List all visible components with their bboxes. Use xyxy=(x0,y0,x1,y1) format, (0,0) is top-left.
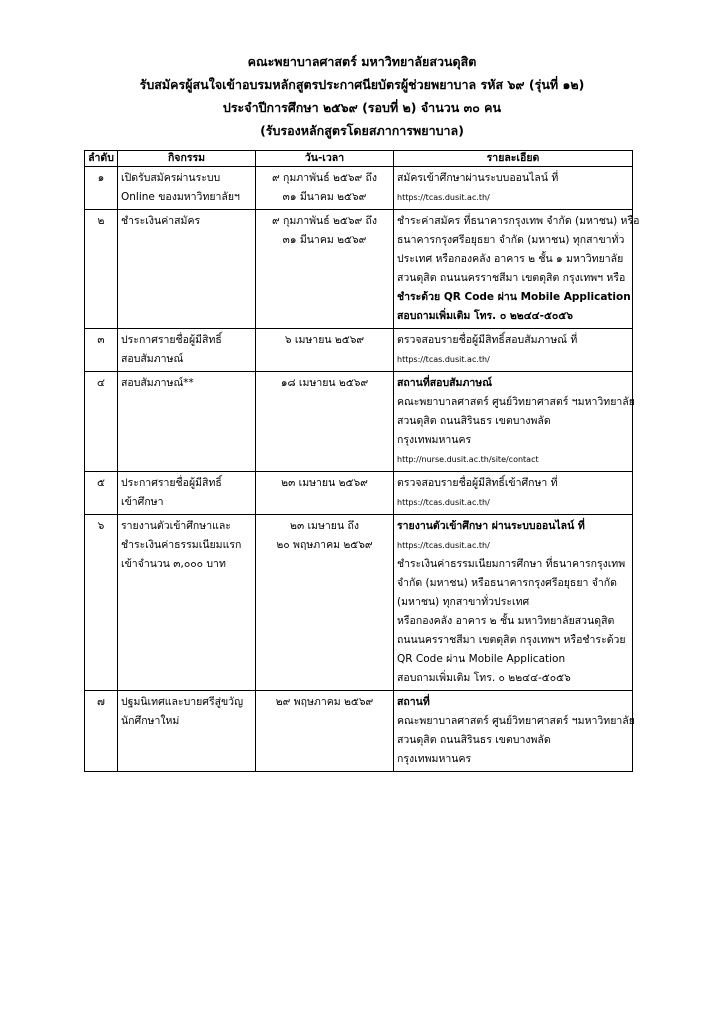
activity-line: ประกาศรายชื่อผู้มีสิทธิ์ xyxy=(121,477,222,489)
header-no: ลำดับ xyxy=(85,151,118,167)
date-line: ๒๓ เมษายน ถึง xyxy=(290,520,359,532)
detail-line: ตรวจสอบรายชื่อผู้มีสิทธิ์เข้าศึกษา ที่ xyxy=(397,477,558,489)
table-row xyxy=(85,329,633,372)
date-cell xyxy=(256,372,394,472)
academic-year-line: ประจำปีการศึกษา ๒๕๖๙ (รอบที่ ๒) จำนวน ๓๐ คน xyxy=(222,100,502,115)
detail-line: ตรวจสอบรายชื่อผู้มีสิทธิ์สอบสัมภาษณ์ ที่ xyxy=(397,334,578,346)
header-activity: กิจกรรม xyxy=(118,151,256,167)
table-row xyxy=(85,167,633,210)
activity-line: ชำระเงินค่าสมัคร xyxy=(121,215,201,227)
detail-link[interactable]: https://tcas.dusit.ac.th/ xyxy=(397,193,490,202)
table-header-row xyxy=(85,151,633,167)
detail-line-bold: รายงานตัวเข้าศึกษา ผ่านระบบออนไลน์ ที่ xyxy=(397,520,585,532)
details-cell xyxy=(394,691,633,772)
date-line: ๑๘ เมษายน ๒๕๖๙ xyxy=(280,377,369,389)
detail-link[interactable]: https://tcas.dusit.ac.th/ xyxy=(397,498,490,507)
date-line: ๓๑ มีนาคม ๒๕๖๙ xyxy=(282,234,367,246)
detail-line: สวนดุสิต ถนนสิรินธร เขตบางพลัด xyxy=(397,415,551,427)
activity-cell xyxy=(118,210,256,329)
detail-line-bold: ชำระด้วย QR Code ผ่าน Mobile Application xyxy=(397,291,631,303)
date-line: ๙ กุมภาพันธ์ ๒๕๖๙ ถึง xyxy=(271,215,377,227)
detail-line: คณะพยาบาลศาสตร์ ศูนย์วิทยาศาสตร์ ฯมหาวิทยาลัย xyxy=(397,715,635,727)
date-cell xyxy=(256,472,394,515)
row-number: ๓ xyxy=(85,329,118,372)
activity-line: รายงานตัวเข้าศึกษาและ xyxy=(121,520,231,532)
detail-line: หรือกองคลัง อาคาร ๒ ชั้น มหาวิทยาลัยสวนดุสิต xyxy=(397,615,615,627)
date-line: ๙ กุมภาพันธ์ ๒๕๖๙ ถึง xyxy=(271,172,377,184)
header-date: วัน-เวลา xyxy=(256,151,394,167)
detail-line: จำกัด (มหาชน) หรือธนาคารกรุงศรีอยุธยา จำกัด xyxy=(397,577,617,589)
schedule-table xyxy=(84,150,640,772)
activity-cell xyxy=(118,167,256,210)
activity-line: เข้าจำนวน ๓,๐๐๐ บาท xyxy=(121,558,226,570)
row-number: ๒ xyxy=(85,210,118,329)
details-cell xyxy=(394,472,633,515)
detail-line: สวนดุสิต ถนนนครราชสีมา เขตดุสิต กรุงเทพฯ หรือ xyxy=(397,272,626,284)
date-line: ๖ เมษายน ๒๕๖๙ xyxy=(284,334,365,346)
detail-line-bold: สถานที่สอบสัมภาษณ์ xyxy=(397,377,492,389)
details-cell xyxy=(394,372,633,472)
detail-link[interactable]: http://nurse.dusit.ac.th/site/contact xyxy=(397,455,539,464)
detail-link[interactable]: https://tcas.dusit.ac.th/ xyxy=(397,355,490,364)
table-row xyxy=(85,515,633,691)
table-row xyxy=(85,691,633,772)
detail-line: ธนาคารกรุงศรีอยุธยา จำกัด (มหาชน) ทุกสาขาทั่ว xyxy=(397,234,625,246)
header-details: รายละเอียด xyxy=(394,151,633,167)
table-row xyxy=(85,210,633,329)
row-number: ๕ xyxy=(85,472,118,515)
date-line: ๒๐ พฤษภาคม ๒๕๖๙ xyxy=(276,539,373,551)
details-cell xyxy=(394,210,640,329)
activity-line: เปิดรับสมัครผ่านระบบ xyxy=(121,172,221,184)
table-row xyxy=(85,372,633,472)
activity-cell xyxy=(118,691,256,772)
detail-line: กรุงเทพมหานคร xyxy=(397,434,472,446)
date-line: ๓๑ มีนาคม ๒๕๖๙ xyxy=(282,191,367,203)
activity-cell xyxy=(118,372,256,472)
date-cell xyxy=(256,210,394,329)
detail-line: ประเทศ หรือกองคลัง อาคาร ๒ ชั้น ๑ มหาวิทยาลัย xyxy=(397,253,624,265)
date-cell xyxy=(256,515,394,691)
activity-line: Online ของมหาวิทยาลัยฯ xyxy=(121,191,240,203)
activity-line: ประกาศรายชื่อผู้มีสิทธิ์ xyxy=(121,334,222,346)
activity-line: นักศึกษาใหม่ xyxy=(121,715,180,727)
detail-line: ชำระเงินค่าธรรมเนียมการศึกษา ที่ธนาคารกรุงเทพ xyxy=(397,558,626,570)
activity-cell xyxy=(118,515,256,691)
date-line: ๒๙ พฤษภาคม ๒๕๖๙ xyxy=(275,696,374,708)
row-number: ๔ xyxy=(85,372,118,472)
detail-line: สวนดุสิต ถนนสิรินธร เขตบางพลัด xyxy=(397,734,551,746)
detail-line: สอบถามเพิ่มเติม โทร. ๐ ๒๒๔๔-๕๐๕๖ xyxy=(397,672,571,684)
row-number: ๗ xyxy=(85,691,118,772)
activity-cell xyxy=(118,329,256,372)
detail-link[interactable]: https://tcas.dusit.ac.th/ xyxy=(397,541,490,550)
detail-line: ชำระค่าสมัคร ที่ธนาคารกรุงเทพ จำกัด (มหาชน) หรือ xyxy=(397,215,640,227)
activity-line: เข้าศึกษา xyxy=(121,496,164,508)
date-cell xyxy=(256,691,394,772)
detail-line: สมัครเข้าศึกษาผ่านระบบออนไลน์ ที่ xyxy=(397,172,559,184)
detail-line: ถนนนครราชสีมา เขตดุสิต กรุงเทพฯ หรือชำระด้วย xyxy=(397,634,626,646)
detail-line: กรุงเทพมหานคร xyxy=(397,753,472,765)
detail-line: คณะพยาบาลศาสตร์ ศูนย์วิทยาศาสตร์ ฯมหาวิทยาลัย xyxy=(397,396,635,408)
detail-line: (มหาชน) ทุกสาขาทั่วประเทศ xyxy=(397,596,530,608)
detail-line-bold: สอบถามเพิ่มเติม โทร. ๐ ๒๒๔๔-๕๐๕๖ xyxy=(397,310,573,322)
activity-line: สอบสัมภาษณ์** xyxy=(121,377,194,389)
accreditation-line: (รับรองหลักสูตรโดยสภาการพยาบาล) xyxy=(260,123,464,138)
detail-line-bold: สถานที่ xyxy=(397,696,430,708)
faculty-title: คณะพยาบาลศาสตร์ มหาวิทยาลัยสวนดุสิต xyxy=(247,54,477,69)
date-cell xyxy=(256,329,394,372)
details-cell xyxy=(394,515,633,691)
row-number: ๖ xyxy=(85,515,118,691)
program-title: รับสมัครผู้สนใจเข้าอบรมหลักสูตรประกาศนียบัตรผู้ช่วยพยาบาล รหัส ๖๙ (รุ่นที่ ๑๒) xyxy=(139,77,585,92)
date-cell xyxy=(256,167,394,210)
details-cell xyxy=(394,167,633,210)
activity-line: สอบสัมภาษณ์ xyxy=(121,353,184,365)
activity-line: ปฐมนิเทศและบายศรีสู่ขวัญ xyxy=(121,696,244,708)
activity-cell xyxy=(118,472,256,515)
row-number: ๑ xyxy=(85,167,118,210)
date-line: ๒๓ เมษายน ๒๕๖๙ xyxy=(281,477,368,489)
document-header xyxy=(0,50,724,142)
details-cell xyxy=(394,329,633,372)
activity-line: ชำระเงินค่าธรรมเนียมแรก xyxy=(121,539,242,551)
table-row xyxy=(85,472,633,515)
detail-line: QR Code ผ่าน Mobile Application xyxy=(397,653,566,665)
